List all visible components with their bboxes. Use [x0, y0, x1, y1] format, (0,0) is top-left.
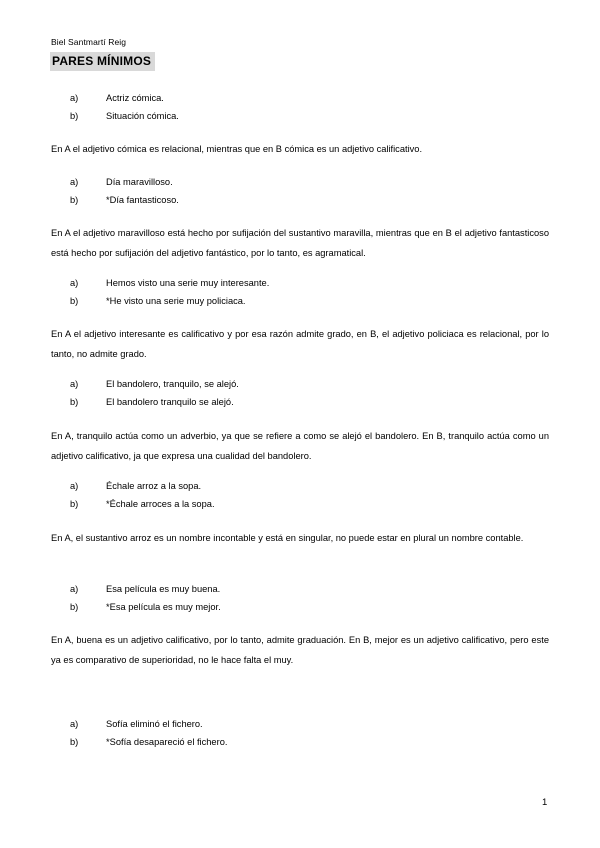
- example-text: El bandolero, tranquilo, se alejó.: [106, 379, 239, 389]
- list-item: [70, 495, 549, 513]
- example-text: Échale arroz a la sopa.: [106, 481, 202, 491]
- example-text: *Día fantasticoso.: [106, 195, 179, 205]
- explanation-text: En A, tranquilo actúa como un adverbio, ya que se refiere a como se alejó el bandolero. En B, tranquilo actúa como un adjetivo calificativo, ja que expresa una cualidad del bandolero.: [51, 431, 549, 461]
- list-marker: b): [70, 397, 79, 407]
- list-marker: b): [70, 296, 79, 306]
- list-item: [70, 107, 549, 125]
- explanation-5: [51, 528, 549, 548]
- list-item: [70, 274, 549, 292]
- list-item: [70, 89, 549, 107]
- example-text: *Échale arroces a la sopa.: [106, 499, 215, 509]
- explanation-text: En A el adjetivo interesante es calificativo y por esa razón admite grado, en B, el adjetivo policiaca es relacional, por lo tanto, no admite grado.: [51, 329, 549, 359]
- list-item: [70, 477, 549, 495]
- example-list-4: [51, 375, 549, 411]
- list-marker: b): [70, 602, 79, 612]
- example-text: *Sofía desapareció el fichero.: [106, 737, 228, 747]
- example-list-7: [51, 715, 549, 751]
- list-marker: a): [70, 584, 79, 594]
- list-item: [70, 375, 549, 393]
- list-item: [70, 580, 549, 598]
- list-marker: a): [70, 719, 79, 729]
- explanation-3: [51, 324, 549, 364]
- example-list-6: [51, 580, 549, 616]
- list-item: [70, 598, 549, 616]
- list-item: [70, 191, 549, 209]
- example-text: Actriz cómica.: [106, 93, 164, 103]
- list-item: [70, 393, 549, 411]
- example-text: Esa película es muy buena.: [106, 584, 221, 594]
- page-title: PARES MÍNIMOS: [50, 52, 155, 71]
- list-item: [70, 715, 549, 733]
- explanation-2: [51, 223, 549, 263]
- list-item: [70, 292, 549, 310]
- list-marker: b): [70, 195, 79, 205]
- list-item: [70, 173, 549, 191]
- explanation-text: En A el adjetivo maravilloso está hecho por sufijación del sustantivo maravilla, mientras que en B el adjetivo fantasticoso está hecho por sufijación del adjetivo fantástico, por lo tanto, es agramatical.: [51, 228, 549, 258]
- list-marker: a): [70, 481, 79, 491]
- list-marker: a): [70, 93, 79, 103]
- list-marker: a): [70, 379, 79, 389]
- example-text: Situación cómica.: [106, 111, 179, 121]
- explanation-text: En A, buena es un adjetivo calificativo, por lo tanto, admite graduación. En B, mejor es un adjetivo calificativo, pero este ya es comparativo de superioridad, no le hace falta el muy.: [51, 635, 549, 665]
- list-marker: a): [70, 278, 79, 288]
- list-marker: b): [70, 737, 79, 747]
- explanation-4: [51, 426, 549, 466]
- example-list-3: [51, 274, 549, 310]
- author-name: Biel Santmartí Reig: [51, 37, 127, 47]
- explanation-6: [51, 630, 549, 670]
- list-marker: b): [70, 499, 79, 509]
- list-item: [70, 733, 549, 751]
- explanation-text: En A el adjetivo cómica es relacional, mientras que en B cómica es un adjetivo calificativo.: [51, 144, 423, 154]
- explanation-text: En A, el sustantivo arroz es un nombre incontable y está en singular, no puede estar en plural un nombre contable.: [51, 533, 524, 543]
- example-text: *Esa película es muy mejor.: [106, 602, 221, 612]
- example-text: *He visto una serie muy policiaca.: [106, 296, 246, 306]
- example-text: Día maravilloso.: [106, 177, 173, 187]
- example-text: Hemos visto una serie muy interesante.: [106, 278, 270, 288]
- example-list-1: [51, 89, 549, 125]
- list-marker: b): [70, 111, 79, 121]
- example-text: El bandolero tranquilo se alejó.: [106, 397, 234, 407]
- list-marker: a): [70, 177, 79, 187]
- example-text: Sofía eliminó el fichero.: [106, 719, 203, 729]
- example-list-5: [51, 477, 549, 513]
- explanation-1: [51, 139, 549, 159]
- example-list-2: [51, 173, 549, 209]
- page-number: 1: [542, 797, 548, 808]
